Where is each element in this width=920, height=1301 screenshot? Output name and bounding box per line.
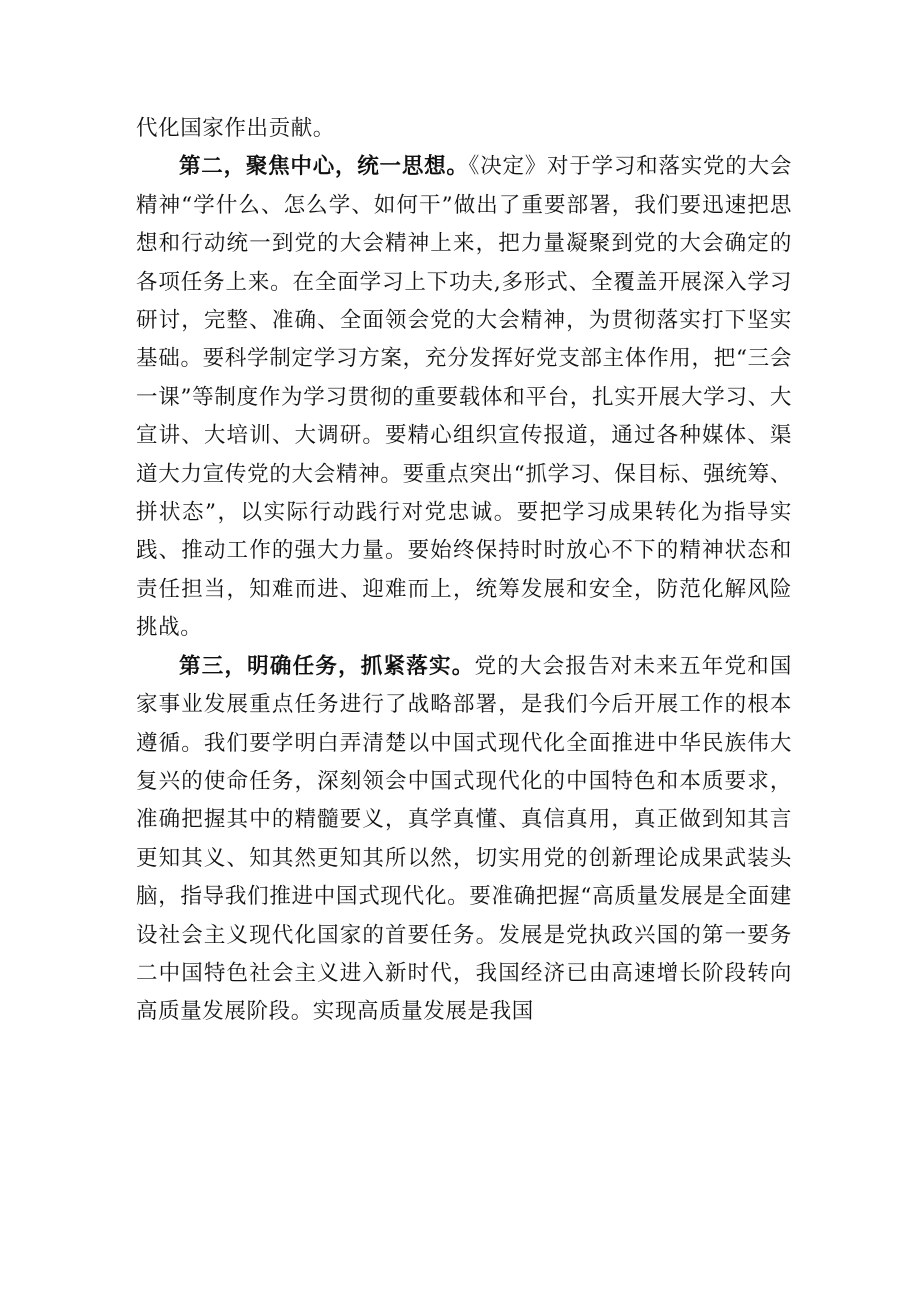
paragraph-text: 《决定》对于学习和落实党的大会精神“学什么、怎么学、如何干”做出了重要部署，我们要迅速把思想和行动统一到党的大会精神上来，把力量凝聚到党的大会确定的各项任务上来。在全面学习上下功夫,多形式、全覆盖开展深入学习研讨，完整、准确、全面领会党的大会精神，为贯彻落实打下坚实基础。要科学制定学习方案，充分发挥好党支部主体作用，把“三会一课”等制度作为学习贯彻的重要载体和平台，扎实开展大学习、大宣讲、大培训、大调研。要精心组织宣传报道，通过各种媒体、渠道大力宣传党的大会精神。要重点突出“抓学习、保目标、强统筹、拼状态”，以实际行动践行对党忠诚。要把学习成果转化为指导实践、推动工作的强大力量。要始终保持时时放心不下的精神状态和责任担当，知难而进、迎难而上，统筹发展和安全，防范化解风险挑战。: [136, 154, 792, 641]
paragraph-second-point: [136, 148, 792, 647]
paragraph-heading: 第二，聚焦中心，统一思想。: [179, 154, 469, 180]
document-page: [136, 110, 792, 1032]
paragraph-text: 党的大会报告对未来五年党和国家事业发展重点任务进行了战略部署，是我们今后开展工作的根本遵循。我们要学明白弄清楚以中国式现代化全面推进中华民族伟大复兴的使命任务，深刻领会中国式现代化的中国特色和本质要求，准确把握其中的精髓要义，真学真懂、真信真用，真正做到知其言更知其义、知其然更知其所以然，切实用党的创新理论成果武装头脑，指导我们推进中国式现代化。要准确把握“高质量发展是全面建设社会主义现代化国家的首要任务。发展是党执政兴国的第一要务二中国特色社会主义进入新时代，我国经济已由高速增长阶段转向高质量发展阶段。实现高质量发展是我国: [136, 653, 792, 1025]
paragraph-text: 代化国家作出贡献。: [136, 116, 335, 141]
paragraph-heading: 第三，明确任务，抓紧落实。: [179, 653, 475, 679]
paragraph-third-point: [136, 648, 792, 1032]
paragraph-continuation: [136, 110, 792, 148]
